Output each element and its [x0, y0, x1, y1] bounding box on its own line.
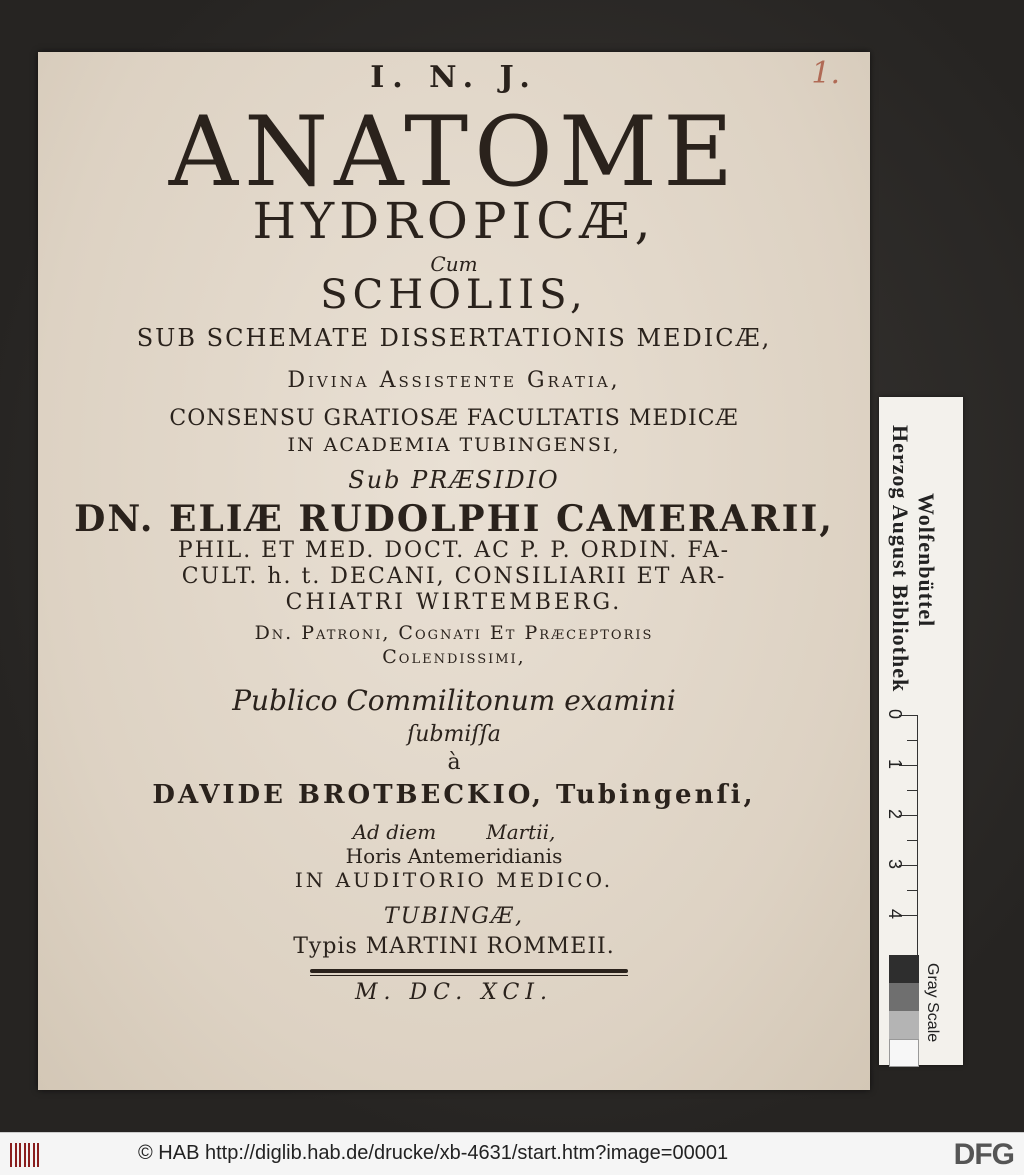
praeses-titles-3: CHIATRI WIRTEMBERG.: [285, 590, 623, 615]
patroni-line-2: Colendissimi,: [382, 646, 526, 668]
scale-tick: [907, 840, 917, 841]
page-content: [38, 52, 870, 1090]
publico-line: Publico Commilitonum examini: [232, 684, 676, 717]
gray-swatch: [889, 1039, 919, 1067]
a-line: à: [447, 750, 461, 775]
dfg-logo: DFG: [953, 1138, 1014, 1171]
color-ruler: [879, 397, 963, 1065]
gray-swatch: [889, 983, 919, 1011]
praeses-titles-1: PHIL. ET MED. DOCT. AC P. P. ORDIN. FA-: [177, 538, 731, 563]
scale-line: [917, 715, 918, 960]
ad-diem: Ad diem: [352, 820, 437, 844]
horis-line: Horis Antemeridianis: [345, 844, 563, 868]
library-name-line1: Herzog August Bibliothek: [888, 425, 913, 693]
scale-number: 0: [885, 709, 905, 720]
divina-line: Divina Assistente Gratia,: [287, 368, 621, 393]
scale-number: 4: [885, 909, 905, 920]
submissa-line: ſubmiſſa: [407, 722, 501, 747]
invocation: I. N. J.: [370, 60, 538, 95]
scale-tick: [907, 890, 917, 891]
gray-swatch: [889, 955, 919, 983]
year-line: M. DC. XCI.: [355, 980, 553, 1005]
scale-tick: [907, 790, 917, 791]
place-line: TUBINGÆ,: [384, 904, 524, 929]
library-name-line2: Wolfenbüttel: [914, 493, 939, 628]
copyright-link[interactable]: © HAB http://diglib.hab.de/drucke/xb-4631/start.htm?image=00001: [138, 1142, 729, 1164]
patroni-line-1: Dn. Patroni, Cognati Et Præceptoris: [254, 622, 654, 644]
praeses-titles-2: CULT. h. t. DECANI, CONSILIARII ET AR-: [181, 564, 727, 589]
schema-line: SUB SCHEMATE DISSERTATIONIS MEDICÆ,: [136, 324, 772, 352]
divider-rule-thin: [310, 975, 628, 976]
folio-mark: 1.: [811, 56, 840, 91]
date-line: [38, 820, 870, 844]
academia-line: IN ACADEMIA TUBINGENSI,: [287, 434, 621, 456]
respondent-name: DAVIDE BROTBECKIO, Tubingenſi,: [152, 780, 756, 810]
hab-logo-icon: [10, 1143, 40, 1167]
scale-number: 1: [885, 759, 905, 770]
martii: Martii,: [486, 820, 556, 844]
scale-number: 3: [885, 859, 905, 870]
scale-number: 2: [885, 809, 905, 820]
scholiis-text: SCHOLIIS,: [320, 272, 588, 318]
auditorio-line: IN AUDITORIO MEDICO.: [294, 868, 614, 892]
praesidio-line: Sub PRÆSIDIO: [348, 466, 560, 494]
title-page: [38, 52, 870, 1090]
title-sub: HYDROPICÆ,: [252, 192, 656, 250]
gray-swatch: [889, 1011, 919, 1039]
praeses-name: DN. ELIÆ RUDOLPHI CAMERARII,: [74, 498, 834, 540]
title-main: ANATOME: [168, 96, 740, 208]
gray-scale-label: Gray Scale: [924, 963, 941, 1043]
divider-rule: [310, 969, 628, 973]
consensu-line: CONSENSU GRATIOSÆ FACULTATIS MEDICÆ: [169, 406, 739, 431]
printer-line: Typis MARTINI ROMMEII.: [293, 934, 615, 959]
scale-tick: [907, 740, 917, 741]
cum-text: Cum: [430, 252, 478, 276]
footer-bar: [0, 1132, 1024, 1175]
